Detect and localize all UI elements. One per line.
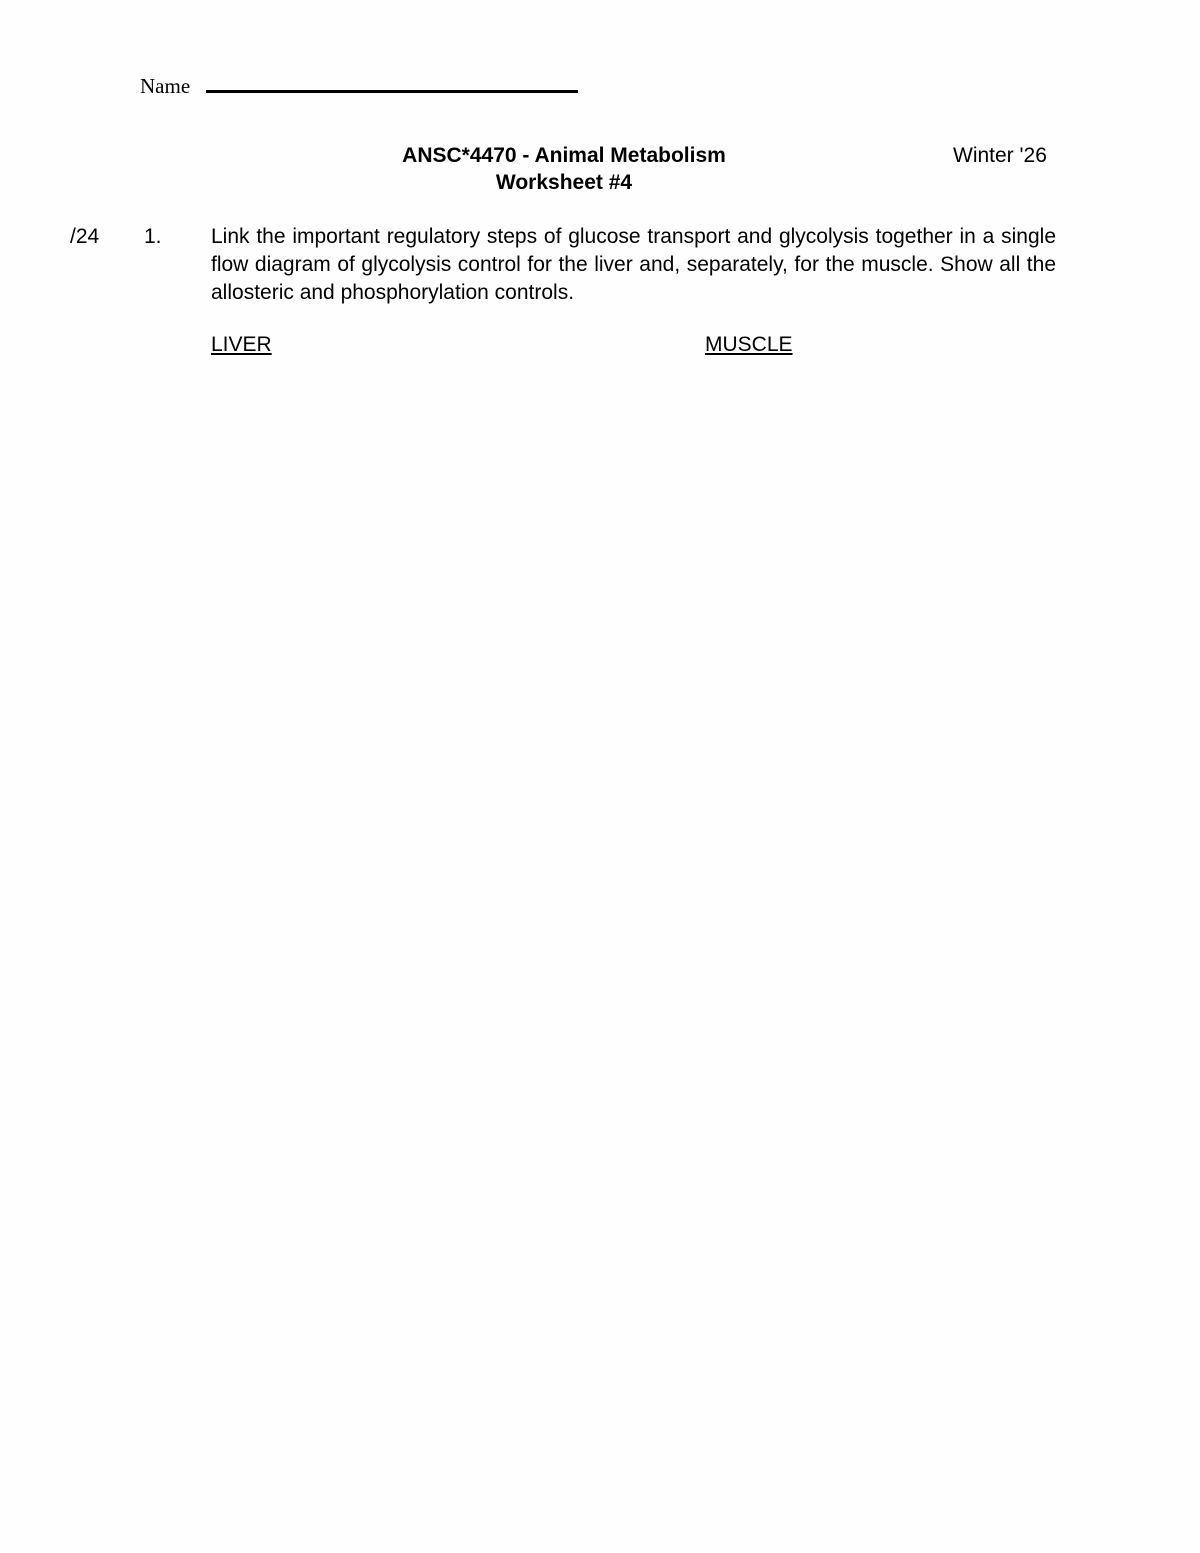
question-number: 1. xyxy=(144,225,162,248)
name-underline xyxy=(206,90,578,93)
name-label: Name xyxy=(140,74,191,98)
question-text: Link the important regulatory steps of glucose transport and glycolysis together in a single flow diagram of glycolysis control for the liver and, separately, for the muscle. Show all the allosteric and phosphorylation controls. xyxy=(211,225,1056,304)
term-label: Winter '26 xyxy=(953,144,1047,167)
muscle-heading: MUSCLE xyxy=(705,333,793,356)
liver-heading: LIVER xyxy=(211,333,272,356)
question-marks: /24 xyxy=(70,225,100,248)
course-title: ANSC*4470 - Animal Metabolism xyxy=(402,144,726,167)
worksheet-title: Worksheet #4 xyxy=(495,171,633,194)
